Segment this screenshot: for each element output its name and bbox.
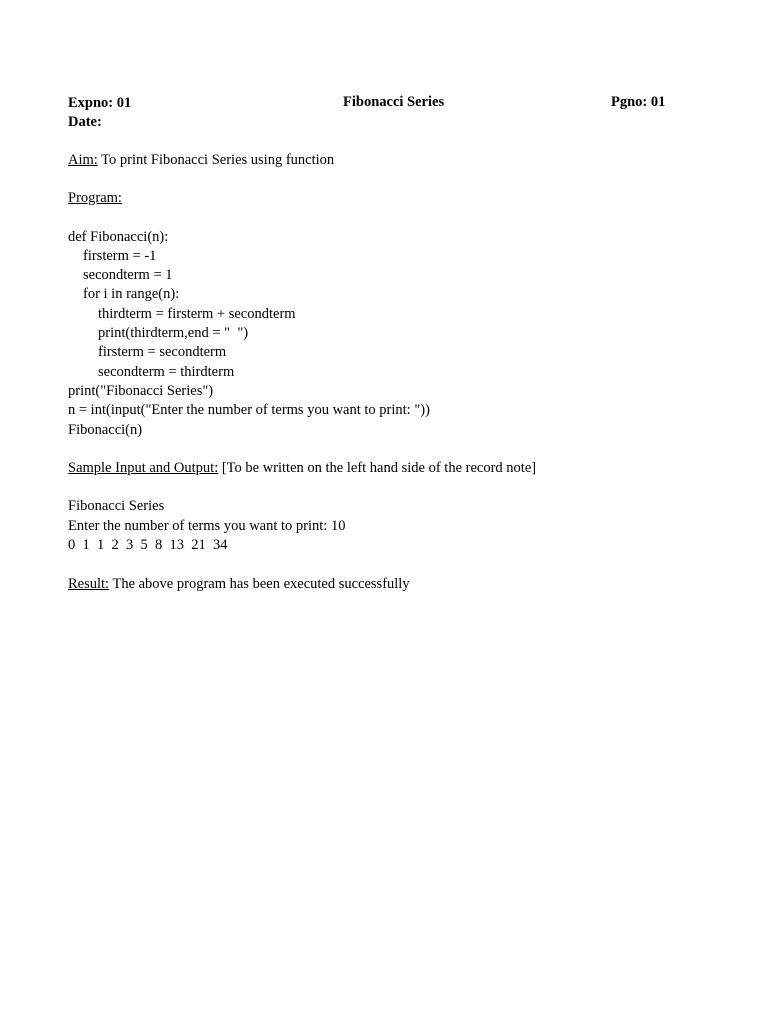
- aim-label: Aim:: [68, 152, 98, 168]
- code-line: print(thirdterm,end = " "): [98, 325, 249, 341]
- date-label: Date:: [68, 114, 102, 130]
- code-line: print("Fibonacci Series"): [68, 383, 214, 399]
- result-text: The above program has been executed successfully: [109, 576, 410, 592]
- code-line: firsterm = -1: [83, 248, 157, 264]
- sample-label: Sample Input and Output:: [68, 460, 219, 476]
- expno-label: Expno: 01: [68, 95, 132, 111]
- pgno-label: Pgno: 01: [611, 94, 666, 110]
- sample-note: [To be written on the left hand side of the record note]: [218, 460, 537, 476]
- code-line: for i in range(n):: [83, 286, 180, 302]
- code-line: Fibonacci(n): [68, 422, 143, 438]
- code-line: n = int(input("Enter the number of terms you want to print: ")): [68, 402, 430, 418]
- code-line: thirdterm = firsterm + secondterm: [98, 306, 296, 322]
- code-line: secondterm = thirdterm: [98, 364, 235, 380]
- result-label: Result:: [68, 576, 110, 592]
- aim-text: To print Fibonacci Series using function: [97, 152, 335, 168]
- code-line: firsterm = secondterm: [98, 344, 227, 360]
- result-line: [68, 575, 410, 594]
- program-label: Program:: [68, 190, 122, 206]
- aim-line: [68, 151, 334, 170]
- page-title: Fibonacci Series: [343, 94, 445, 110]
- output-line: Fibonacci Series: [68, 498, 165, 514]
- sample-line: [68, 459, 536, 478]
- output-line: Enter the number of terms you want to print: 10: [68, 518, 346, 534]
- code-line: def Fibonacci(n):: [68, 229, 169, 245]
- output-line: 0 1 1 2 3 5 8 13 21 34: [68, 537, 228, 553]
- code-line: secondterm = 1: [83, 267, 173, 283]
